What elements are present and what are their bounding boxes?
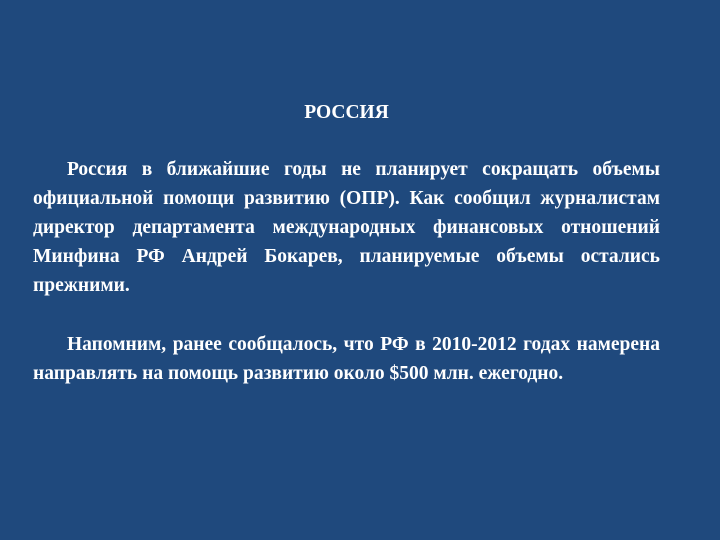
- paragraph-opr-plans: Россия в ближайшие годы не планирует сокращать объемы официальной помощи развитию (ОПР). Как сообщил журналистам директор департамента международных финансовых отношений Минфина РФ Андрей Бокарев, планируемые объемы остались прежними.: [33, 159, 660, 296]
- slide-title: РОССИЯ: [304, 102, 389, 123]
- paragraph-aid-amount: Напомним, ранее сообщалось, что РФ в 2010-2012 годах намерена направлять на помощь развитию около $500 млн. ежегодно.: [33, 334, 660, 384]
- paragraph-spacer: [33, 300, 660, 330]
- slide-content: [33, 98, 660, 388]
